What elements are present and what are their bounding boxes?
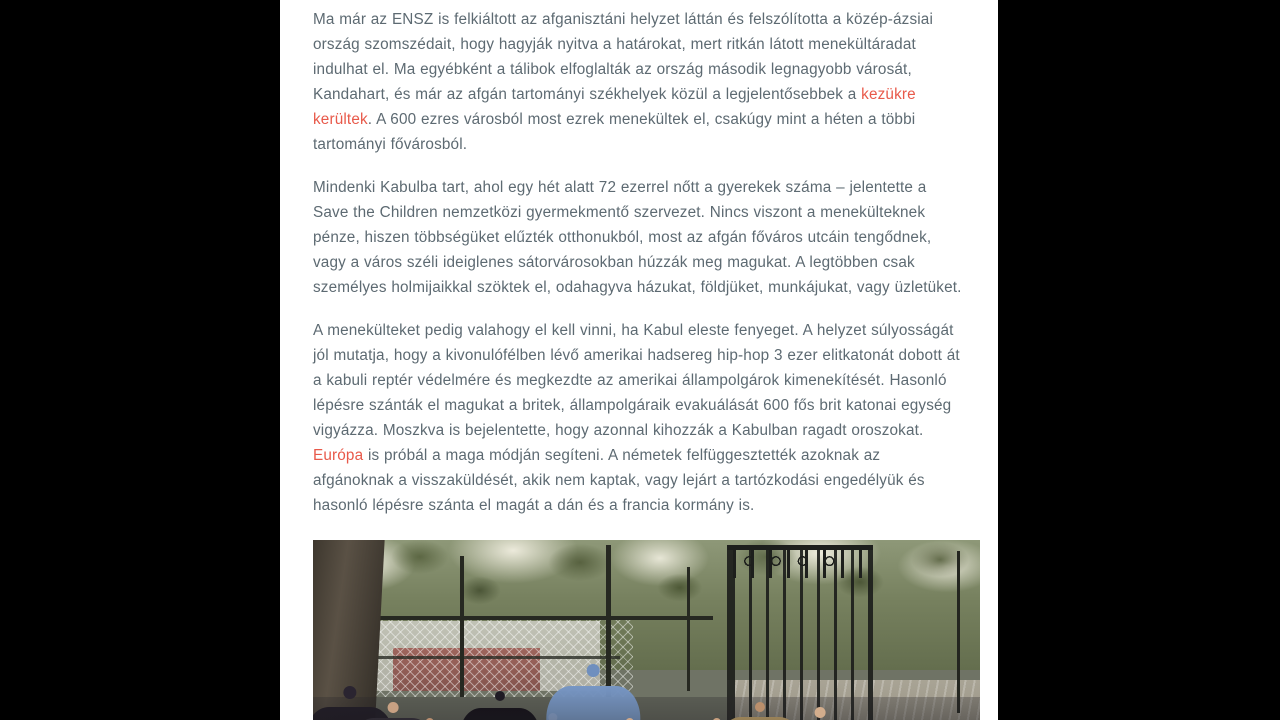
inline-link[interactable]: kezükre kerültek: [313, 86, 916, 128]
inline-link[interactable]: Európa: [313, 447, 364, 464]
photo-fence-post-1: [460, 556, 464, 696]
photo-fence-rail-upper: [340, 616, 714, 620]
photo-person-head: [755, 702, 765, 712]
article-paragraph-1: [313, 0, 965, 157]
article-photo: [313, 540, 980, 720]
photo-iron-gate-scrollwork: [733, 549, 866, 571]
photo-person-body: [546, 686, 639, 720]
article-paragraph-3: [313, 318, 965, 518]
photo-person: [546, 664, 639, 720]
paragraph-text-run: Mindenki Kabulba tart, ahol egy hét alatt 72 ezerrel nőtt a gyerekek száma – jelentette a Save the Children nemzetközi gyermekmentő szervezet. Nincs viszont a menekülteknek pénze, hiszen többségüket elűzték otthonukból, most az afgán főváros utcáin tengődnek, vagy a város széli ideiglenes sátorvárosokban húzzák meg magukat. A legtöbben csak személyes holmijaikkal szöktek el, odahagyva házukat, földjüket, munkájukat, vagy üzletüket.: [313, 179, 962, 296]
paragraph-text-run: . A 600 ezres városból most ezrek menekültek el, csakúgy mint a héten a többi tartományi fővárosból.: [313, 111, 916, 153]
paragraph-text-run: is próbál a maga módján segíteni. A németek felfüggesztették azoknak az afgánoknak a visszaküldését, akik nem kaptak, vagy lejárt a tartózkodási engedélyük és hasonló lépésre szánta el magát a dán és a francia kormány is.: [313, 447, 925, 514]
paragraph-text-run: A menekülteket pedig valahogy el kell vinni, ha Kabul eleste fenyeget. A helyzet súlyosságát jól mutatja, hogy a kivonulófélben lévő amerikai hadsereg hip-hop 3 ezer elitkatonát dobott át a kabuli reptér védelmére és megkezdte az amerikai állampolgárok kimenekítését. Hasonló lépésre szánták el magukat a britek, állampolgáraik evakuálását 600 fős brit katonai egység vigyázza. Moszkva is bejelentette, hogy azonnal kihozzák a Kabulban ragadt oroszokat.: [313, 322, 960, 439]
photo-iron-gate-far-post: [957, 551, 960, 713]
photo-person: [780, 707, 860, 720]
letterbox-right: [998, 0, 1280, 720]
photo-person-head: [343, 686, 356, 699]
photo-fence-post-3: [687, 567, 690, 691]
article-paragraph-2: [313, 175, 965, 300]
article-body: [280, 0, 998, 720]
photo-person-head: [495, 691, 505, 701]
letterbox-left: [0, 0, 280, 720]
photo-refugees-at-gate: [313, 540, 980, 720]
article-page: [280, 0, 998, 720]
photo-person-head: [815, 707, 826, 718]
paragraph-text-run: Ma már az ENSZ is felkiáltott az afganisztáni helyzet láttán és felszólította a közép-ázsiai ország szomszédait, hogy hagyják nyitva a határokat, mert ritkán látott menekültáradat indulhat el. Ma egyébként a tálibok elfoglalták az ország második legnagyobb városát, Kandahart, és már az afgán tartományi székhelyek közül a legjelentősebbek a: [313, 11, 934, 103]
photo-person-head: [587, 664, 600, 677]
photo-fence-rail-lower: [353, 656, 620, 659]
photo-person-head: [388, 702, 399, 713]
